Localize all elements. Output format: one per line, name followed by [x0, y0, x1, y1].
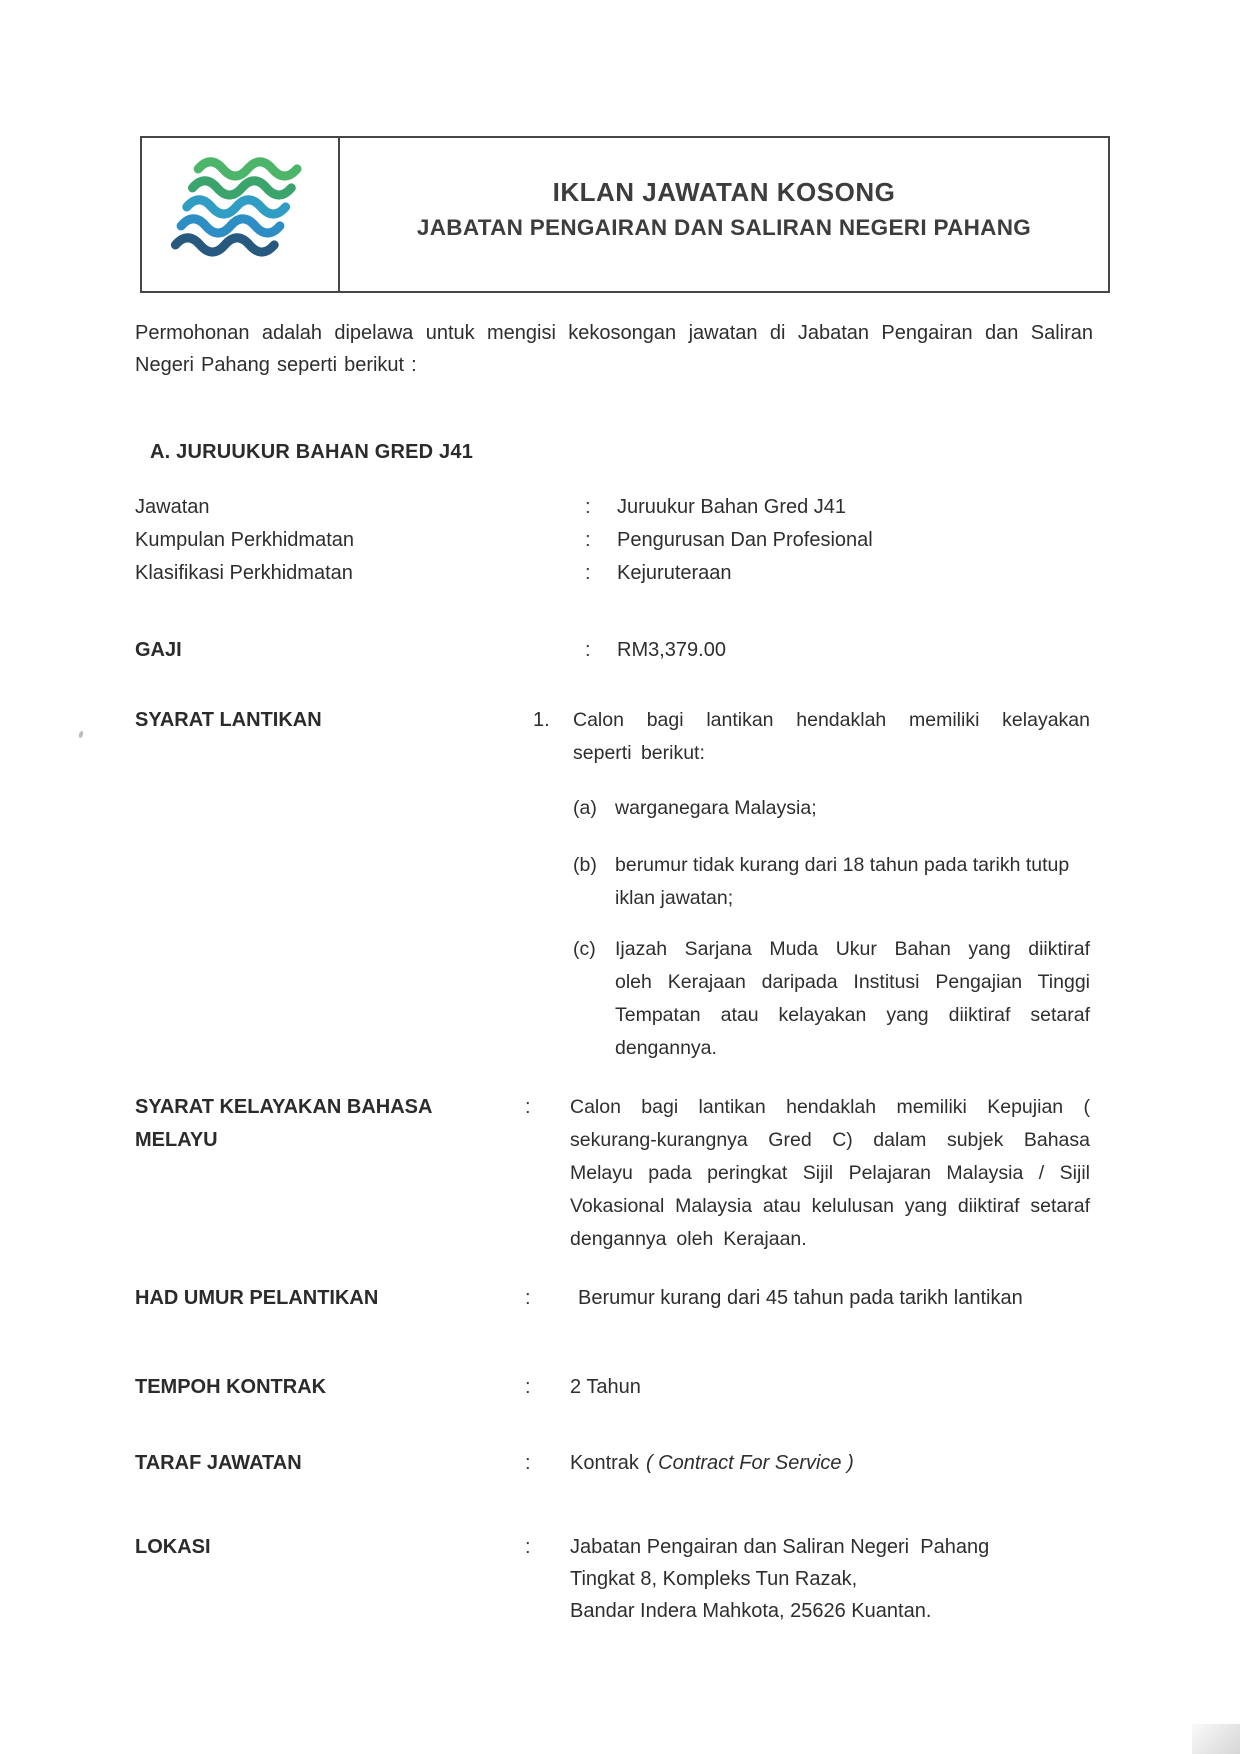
wave-3-icon	[187, 199, 286, 213]
lokasi-label: LOKASI	[135, 1536, 211, 1558]
jps-waves-logo	[164, 155, 316, 275]
colon-separator: :	[525, 1287, 531, 1309]
had-umur-value: Berumur kurang dari 45 tahun pada tarikh lantikan	[578, 1287, 1023, 1309]
syarat-sub-items	[573, 770, 1090, 1065]
sub-item-marker: (a)	[573, 797, 597, 819]
row-syarat-bahasa	[135, 1091, 1090, 1256]
wave-5-icon	[175, 237, 274, 251]
info-value: Juruukur Bahan Gred J41	[617, 496, 847, 518]
colon-separator: :	[525, 1096, 531, 1118]
gaji-label: GAJI	[135, 639, 182, 661]
colon-separator: :	[525, 1452, 531, 1474]
address-line: Bandar Indera Mahkota, 25626 Kuantan.	[570, 1600, 932, 1622]
gaji-value: RM3,379.00	[617, 639, 726, 661]
wave-4-icon	[181, 218, 280, 232]
info-value: Kejuruteraan	[617, 562, 732, 584]
sub-item-a	[573, 792, 1090, 825]
colon-separator: :	[585, 529, 591, 551]
syarat-lantikan-label: SYARAT LANTIKAN	[135, 709, 322, 731]
header-title-block	[340, 138, 1108, 291]
info-row-klasifikasi	[135, 557, 1090, 590]
row-gaji	[135, 634, 1090, 667]
row-tempoh-kontrak	[135, 1371, 1090, 1404]
syarat-bahasa-label: SYARAT KELAYAKAN BAHASA MELAYU	[135, 1096, 432, 1151]
address-line: Jabatan Pengairan dan Saliran Negeri Pahang	[570, 1536, 990, 1558]
syarat-bahasa-text: Calon bagi lantikan hendaklah memiliki Kepujian ( sekurang-kurangnya Gred C) dalam subjek Bahasa Melayu pada peringkat Sijil Pelajaran Malaysia / Sijil Vokasional Malaysia atau kelulusan yang diiktiraf setaraf dengannya oleh Kerajaan.	[570, 1096, 1090, 1250]
colon-separator: :	[585, 496, 591, 518]
scan-edge-artifact	[1192, 1724, 1240, 1754]
tempoh-kontrak-label: TEMPOH KONTRAK	[135, 1376, 327, 1398]
had-umur-label: HAD UMUR PELANTIKAN	[135, 1287, 379, 1309]
intro-paragraph: Permohonan adalah dipelawa untuk mengisi kekosongan jawatan di Jabatan Pengairan dan Saliran Negeri Pahang seperti berikut :	[135, 322, 1093, 376]
scan-speckle	[78, 731, 84, 739]
row-taraf-jawatan	[135, 1447, 1090, 1480]
taraf-value-note: ( Contract For Service )	[645, 1452, 854, 1474]
document-title: IKLAN JAWATAN KOSONG	[552, 176, 896, 207]
sub-item-b	[573, 849, 1090, 915]
document-header	[140, 136, 1110, 293]
colon-separator: :	[585, 562, 591, 584]
row-had-umur	[135, 1282, 1090, 1315]
sub-item-marker: (c)	[573, 938, 596, 960]
taraf-jawatan-value	[570, 1447, 1090, 1480]
info-row-jawatan	[135, 491, 1090, 524]
sub-item-marker: (b)	[573, 854, 597, 876]
colon-separator: :	[585, 639, 591, 661]
lokasi-address	[570, 1531, 1090, 1627]
wave-1-icon	[198, 161, 297, 175]
sub-item-text: Ijazah Sarjana Muda Ukur Bahan yang diiktiraf oleh Kerajaan daripada Institusi Pengajian Tinggi Tempatan atau kelayakan yang diiktiraf setaraf dengannya.	[615, 938, 1090, 1059]
sub-item-text: berumur tidak kurang dari 18 tahun pada tarikh tutup iklan jawatan;	[615, 854, 1070, 909]
sub-item-c	[573, 933, 1090, 1065]
address-line: Tingkat 8, Kompleks Tun Razak,	[570, 1568, 858, 1590]
document-subtitle: JABATAN PENGAIRAN DAN SALIRAN NEGERI PAHANG	[416, 214, 1032, 240]
info-group	[135, 491, 1090, 590]
colon-separator: :	[525, 1536, 531, 1558]
row-lokasi	[135, 1531, 1090, 1627]
taraf-jawatan-label: TARAF JAWATAN	[135, 1452, 302, 1474]
logo-cell	[142, 138, 340, 291]
tempoh-kontrak-value: 2 Tahun	[570, 1376, 641, 1398]
row-syarat-lantikan	[135, 704, 1090, 1065]
colon-separator: :	[525, 1376, 531, 1398]
sub-item-text: warganegara Malaysia;	[615, 797, 817, 819]
info-row-kumpulan	[135, 524, 1090, 557]
list-item-number: 1.	[533, 709, 550, 731]
info-label: Kumpulan Perkhidmatan	[135, 529, 355, 551]
section-heading: A. JURUUKUR BAHAN GRED J41	[150, 441, 474, 463]
wave-2-icon	[193, 180, 292, 194]
info-value: Pengurusan Dan Profesional	[617, 529, 873, 551]
info-label: Klasifikasi Perkhidmatan	[135, 562, 353, 584]
syarat-lantikan-intro: Calon bagi lantikan hendaklah memiliki kelayakan seperti berikut:	[573, 709, 1090, 764]
info-label: Jawatan	[135, 496, 210, 518]
taraf-value-plain: Kontrak	[570, 1452, 639, 1474]
